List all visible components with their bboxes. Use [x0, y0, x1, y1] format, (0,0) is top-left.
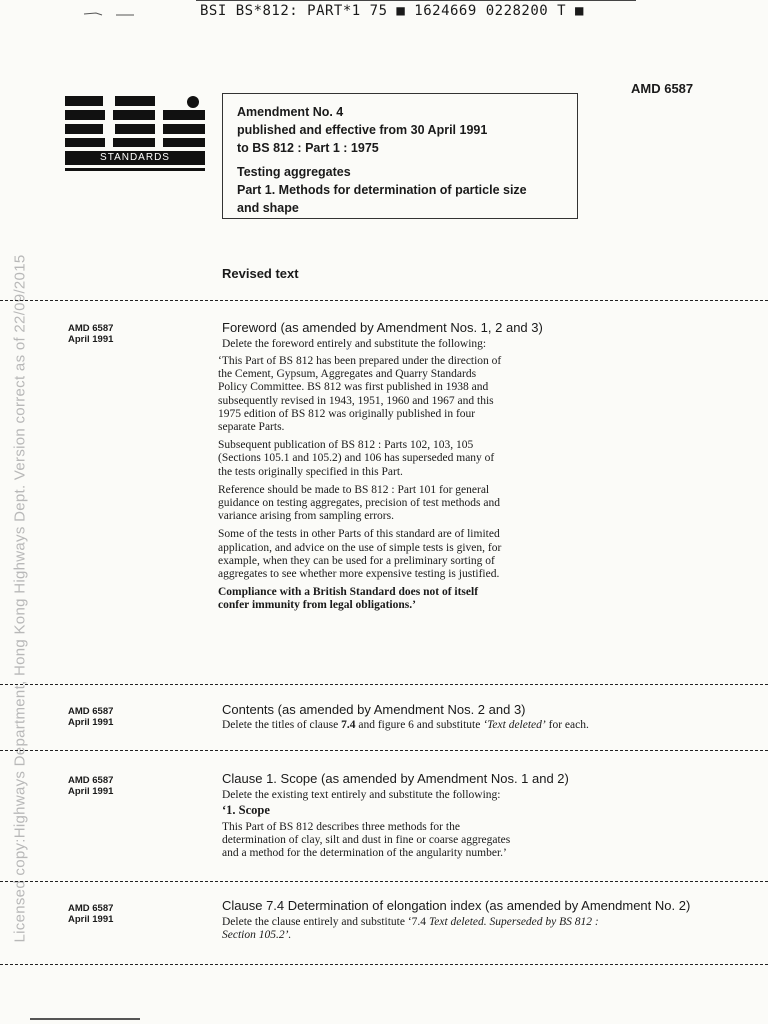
superseded-note: Text deleted. Superseded by BS 812 :	[428, 916, 599, 928]
section-amd-label	[68, 903, 113, 925]
scope-subheading: ‘1. Scope	[222, 803, 270, 817]
clause-number: 7.4	[341, 719, 356, 731]
section-divider	[0, 964, 768, 965]
amd-number: AMD 6587	[68, 903, 114, 914]
instruction-text: Delete the clause entirely and substitute ‘7.4	[222, 916, 429, 928]
foreword-paragraph: Reference should be made to BS 812 : Part 101 for general guidance on testing aggregates, precision of test methods and variance arising from sampling errors.	[218, 483, 500, 523]
section-divider	[0, 750, 768, 751]
instruction-text: for each.	[545, 719, 589, 731]
logo-underline	[65, 168, 205, 171]
text-deleted-label: ‘Text deleted’	[483, 719, 546, 731]
foreword-body	[218, 355, 504, 618]
section-amd-label	[68, 323, 113, 345]
section-instruction: Delete the existing text entirely and substitute the following:	[222, 789, 501, 801]
section-divider	[0, 300, 768, 301]
amd-date: April 1991	[68, 786, 114, 797]
foreword-paragraph: Subsequent publication of BS 812 : Parts 102, 103, 105 (Sections 105.1 and 105.2) and 106 has superseded many of the tests originally specified in this Part.	[218, 439, 495, 478]
scope-text: This Part of BS 812 describes three methods for the determination of clay, silt and dust in fine or coarse aggregates and a method for the determination of the angularity number.’	[222, 821, 511, 860]
amendment-published: published and effective from 30 April 1991	[237, 123, 488, 137]
section-amd-label	[68, 775, 113, 797]
section-heading-scope: Clause 1. Scope (as amended by Amendment Nos. 1 and 2)	[222, 771, 569, 786]
amendment-subject: Testing aggregates	[237, 165, 351, 179]
scan-header-line: BSI BS*812: PART*1 75 ■ 1624669 0228200 T ■	[200, 3, 584, 19]
clause-7-4-instruction	[222, 916, 682, 942]
amd-date: April 1991	[68, 717, 114, 728]
amd-number: AMD 6587	[68, 706, 114, 717]
section-divider	[0, 684, 768, 685]
amendment-part-title: Part 1. Methods for determination of particle size	[237, 183, 527, 197]
amendment-number: Amendment No. 4	[237, 105, 344, 119]
amd-reference-top: AMD 6587	[631, 81, 694, 96]
amendment-part-title-cont: and shape	[237, 201, 299, 215]
amd-date: April 1991	[68, 914, 114, 925]
foreword-paragraph: ‘This Part of BS 812 has been prepared under the direction of the Cement, Gypsum, Aggregates and Quarry Standards Policy Committee. BS 812 was first published in 1938 and subsequently revised in 1943, 1951, 1960 and 1967 and this 1975 edition of BS 812 was originally published in four separate Parts.	[218, 355, 502, 434]
amendment-standard: to BS 812 : Part 1 : 1975	[237, 141, 379, 155]
revised-text-heading: Revised text	[222, 266, 299, 281]
amendment-box	[222, 93, 578, 219]
superseded-note-cont: Section 105.2’.	[222, 929, 292, 942]
amd-number: AMD 6587	[68, 323, 114, 334]
section-instruction: Delete the foreword entirely and substitute the following:	[222, 338, 487, 350]
instruction-text: Delete the titles of clause	[222, 719, 342, 731]
section-heading-foreword: Foreword (as amended by Amendment Nos. 1, 2 and 3)	[222, 320, 543, 335]
section-divider	[0, 881, 768, 882]
foreword-paragraph: Some of the tests in other Parts of this standard are of limited application, and advice on the use of simple tests is given, for example, when they can be used for a preliminary sorting of aggregates to see whether more expensive testing is justified.	[218, 528, 502, 581]
section-heading-contents: Contents (as amended by Amendment Nos. 2 and 3)	[222, 702, 526, 717]
foreword-compliance-note: Compliance with a British Standard does not of itself confer immunity from legal obligations.’	[218, 586, 479, 612]
instruction-text: and figure 6 and substitute	[355, 719, 484, 731]
amd-number: AMD 6587	[68, 775, 114, 786]
contents-instruction	[222, 719, 742, 732]
amd-date: April 1991	[68, 334, 114, 345]
license-watermark: Licensed copy:Highways Department, Hong Kong Highways Dept. Version correct as of 22/09/2015	[11, 254, 29, 943]
section-heading-clause-7-4: Clause 7.4 Determination of elongation index (as amended by Amendment No. 2)	[222, 898, 691, 913]
bsi-standards-label: STANDARDS	[65, 151, 205, 165]
top-rule	[196, 0, 636, 1]
section-amd-label	[68, 706, 113, 728]
bottom-rule	[30, 1018, 140, 1020]
scan-mark-icon	[82, 10, 142, 18]
